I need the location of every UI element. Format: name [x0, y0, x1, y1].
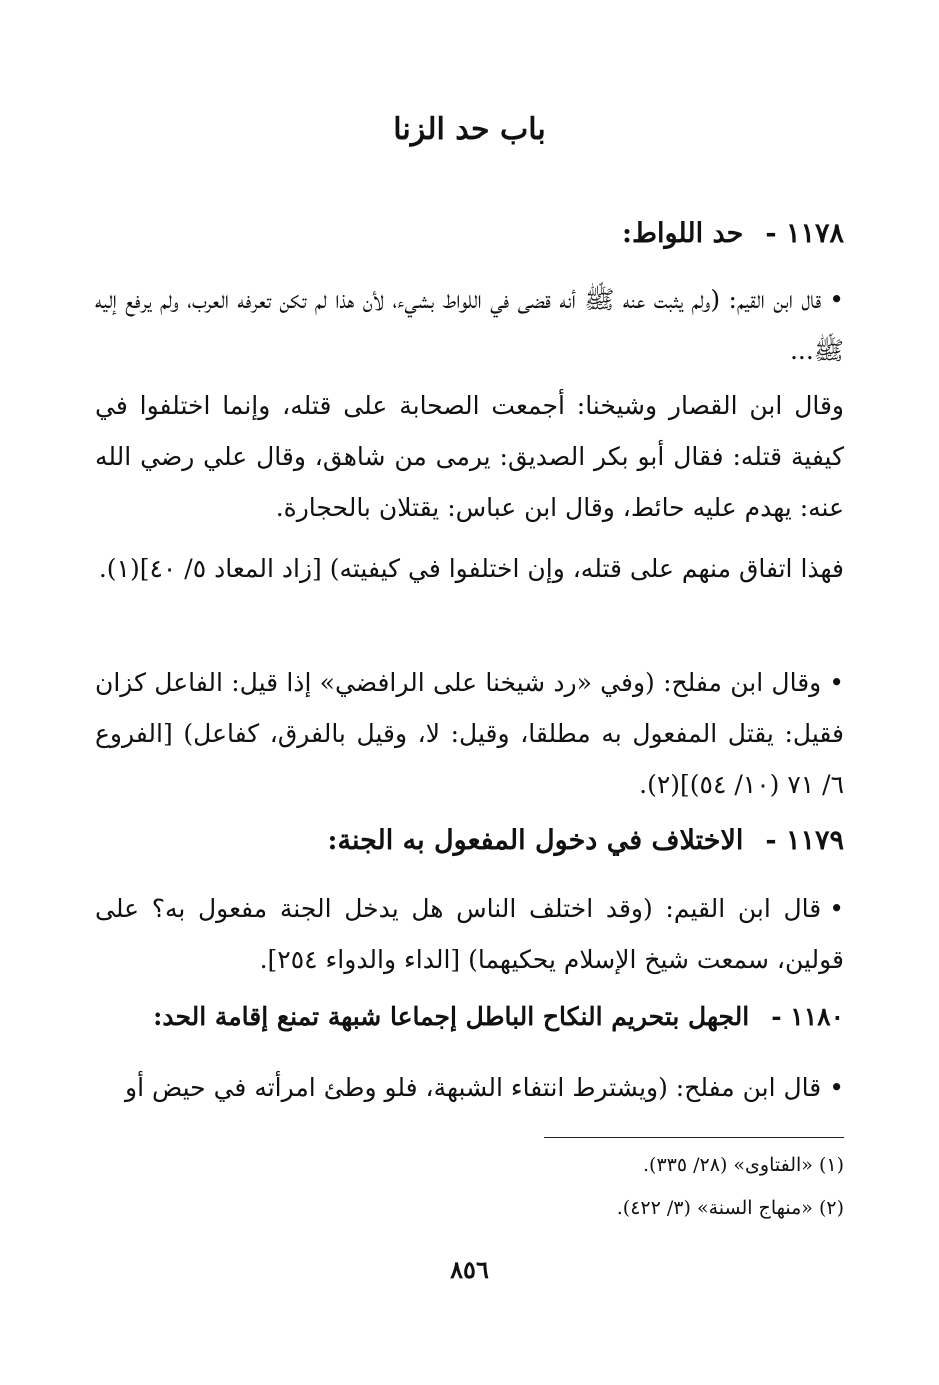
- paragraph-ibn-muflih-1: [95, 657, 844, 810]
- paragraph-text: قال ابن القيم: (ولم يثبت عنه ﷺ أنه قضى في اللواط بشيء، لأن هذا لم تكن تعرفه العرب، ولم يرفع إليه ﷺ...: [95, 285, 844, 365]
- footnote-divider: [544, 1137, 844, 1138]
- paragraph-agreement: [95, 543, 844, 594]
- section-heading-1179: [95, 825, 844, 856]
- section-title: الجهل بتحريم النكاح الباطل إجماعا شبهة تمنع إقامة الحد:: [153, 1002, 750, 1031]
- section-title: الاختلاف في دخول المفعول به الجنة:: [327, 825, 744, 856]
- footnote-2: (٢) «منهاج السنة» (٣/ ٤٢٢).: [616, 1197, 844, 1219]
- chapter-title: باب حد الزنا: [393, 112, 546, 147]
- section-number: ١١٧٨ -: [765, 218, 844, 249]
- paragraph-text: فهذا اتفاق منهم على قتله، وإن اختلفوا في كيفيته) [زاد المعاد ٥/ ٤٠](١).: [98, 554, 844, 583]
- section-title: حد اللواط:: [622, 218, 744, 249]
- paragraph-ibn-muflih-2: [95, 1062, 844, 1113]
- paragraph-ibn-qayyim-jannah: [95, 883, 844, 985]
- bullet-icon: •: [829, 668, 844, 697]
- page-number: ٨٥٦: [450, 1255, 489, 1284]
- paragraph-ibn-qassar: [95, 380, 844, 533]
- section-heading-1178: [95, 218, 844, 249]
- bullet-icon: •: [829, 1073, 844, 1102]
- section-number: ١١٨٠ -: [771, 1002, 844, 1031]
- paragraph-text: وقال ابن مفلح: (وفي «رد شيخنا على الرافضي» إذا قيل: الفاعل كزان فقيل: يقتل المفعول به مطلقا، وقيل: لا، وقيل بالفرق، كفاعل) [الفروع ٦/ ٧١ (١٠/ ٥٤)](٢).: [95, 668, 844, 799]
- section-heading-1180: [95, 1002, 844, 1031]
- paragraph-text: قال ابن مفلح: (ويشترط انتفاء الشبهة، فلو وطئ امرأته في حيض أو: [125, 1073, 822, 1102]
- bullet-icon: •: [829, 285, 844, 314]
- footnote-1: (١) «الفتاوى» (٢٨/ ٣٣٥).: [643, 1154, 844, 1176]
- bullet-icon: •: [829, 894, 844, 923]
- paragraph-text: قال ابن القيم: (وقد اختلف الناس هل يدخل الجنة مفعول به؟ على قولين، سمعت شيخ الإسلام يحكيهما) [الداء والدواء ٢٥٤].: [95, 894, 844, 974]
- paragraph-ibn-qayyim-liwat: [95, 274, 844, 376]
- paragraph-text: وقال ابن القصار وشيخنا: أجمعت الصحابة على قتله، وإنما اختلفوا في كيفية قتله: فقال أبو بكر الصديق: يرمى من شاهق، وقال علي رضي الله عنه: يهدم عليه حائط، وقال ابن عباس: يقتلان بالحجارة.: [95, 391, 844, 522]
- section-number: ١١٧٩ -: [765, 825, 844, 856]
